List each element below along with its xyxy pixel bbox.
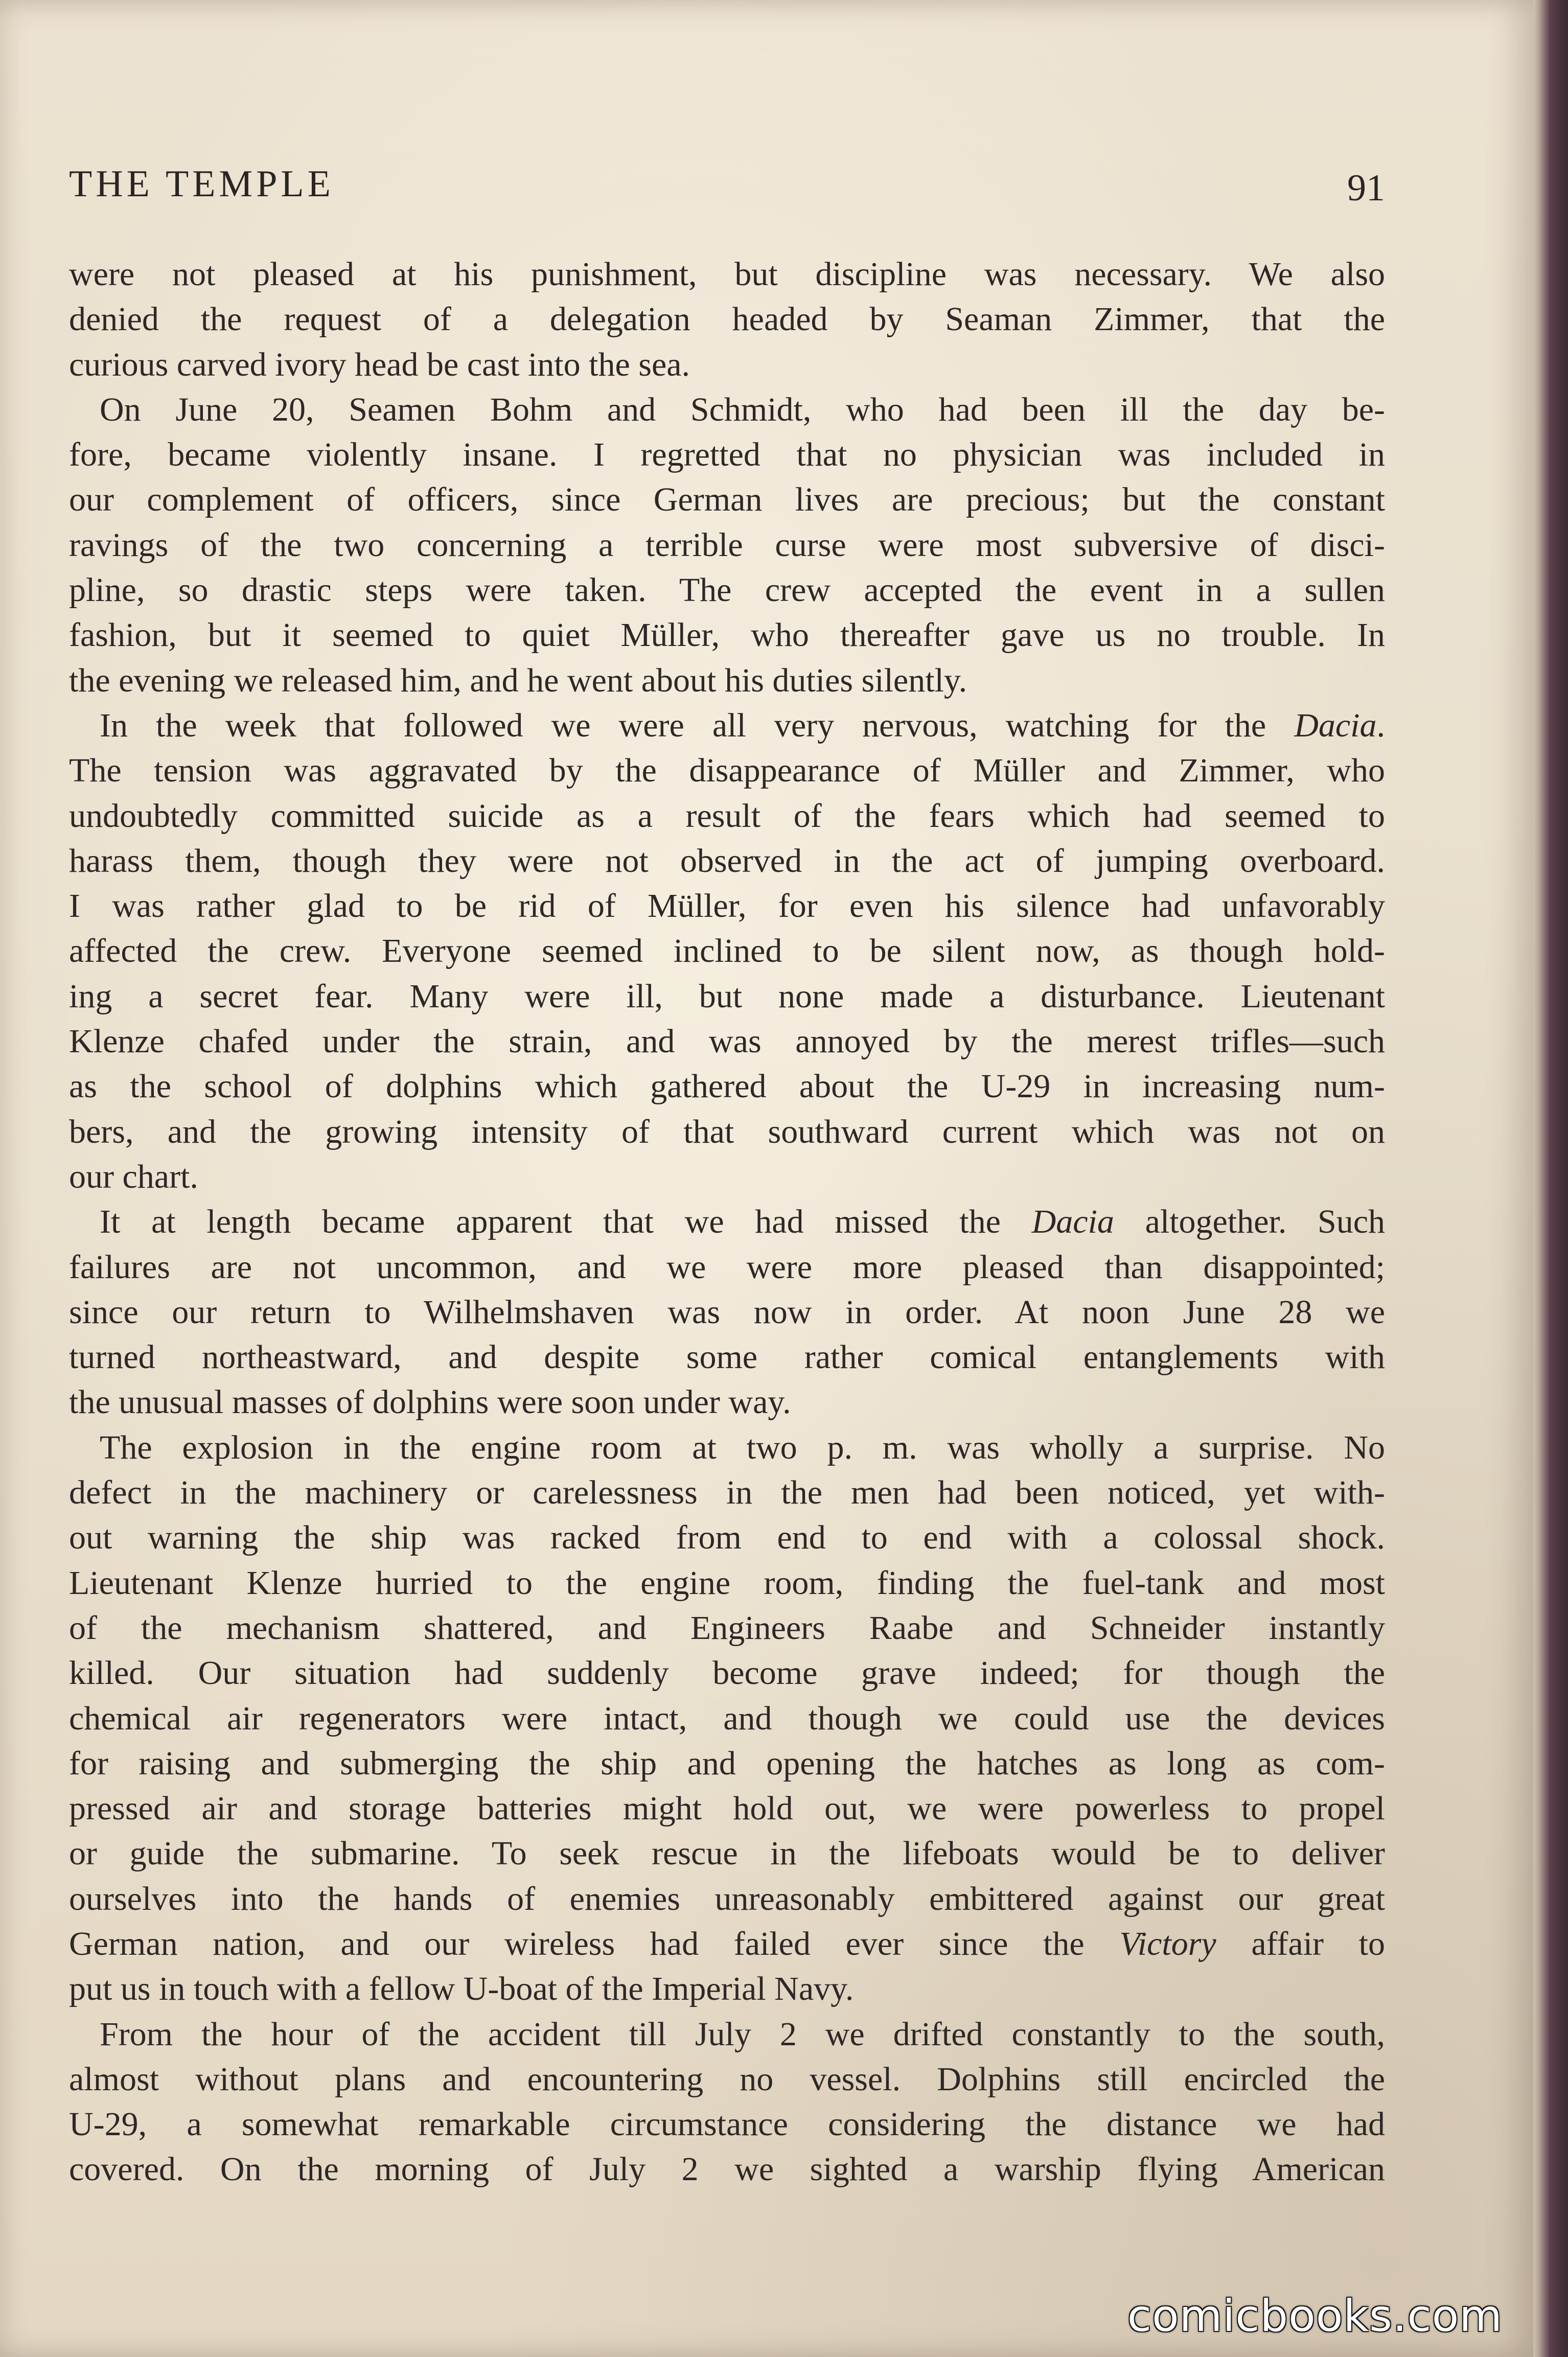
watermark-text: comicbooks.com [1127, 2291, 1503, 2342]
text-line: of the mechanism shattered, and Engineers Raabe and Schneider instantly [69, 1609, 1385, 1647]
text-line: ourselves into the hands of enemies unreasonably embittered against our great [69, 1880, 1385, 1917]
text-line: affected the crew. Everyone seemed inclined to be silent now, as though hold- [69, 932, 1385, 970]
text-line: The tension was aggravated by the disappearance of Müller and Zimmer, who [69, 752, 1385, 790]
text-line-segment: It at length became apparent that we had missed the [100, 1203, 1032, 1241]
text-line-segment: In the week that followed we were all very nervous, watching for the [100, 706, 1295, 744]
text-line: From the hour of the accident till July 2 we drifted constantly to the south, [100, 2015, 1385, 2053]
text-line: I was rather glad to be rid of Müller, for even his silence had unfavorably [69, 887, 1385, 925]
text-line: denied the request of a delegation headed by Seaman Zimmer, that the [69, 301, 1385, 338]
text-line-segment: affair to [1216, 1925, 1385, 1962]
text-line: failures are not uncommon, and we were more pleased than disappointed; [69, 1248, 1385, 1286]
text-line: harass them, though they were not observed in the act of jumping overboard. [69, 842, 1385, 880]
text-line: covered. On the morning of July 2 we sighted a warship flying American [69, 2151, 1385, 2188]
text-line [69, 1199, 1385, 1244]
text-line: The explosion in the engine room at two p. m. was wholly a surprise. No [100, 1428, 1385, 1466]
text-line: turned northeastward, and despite some rather comical entanglements with [69, 1338, 1385, 1376]
text-line: fore, became violently insane. I regretted that no physician was included in [69, 436, 1385, 474]
text-line: U-29, a somewhat remarkable circumstance considering the distance we had [69, 2106, 1385, 2143]
text-line: were not pleased at his punishment, but discipline was necessary. We also [69, 256, 1385, 293]
page-number: 91 [1347, 167, 1385, 209]
text-line: as the school of dolphins which gathered about the U-29 in increasing num- [69, 1068, 1385, 1105]
text-line: bers, and the growing intensity of that southward current which was not on [69, 1113, 1385, 1150]
text-line: defect in the machinery or carelessness in the men had been noticed, yet with- [69, 1474, 1385, 1512]
text-line: chemical air regenerators were intact, and though we could use the devices [69, 1699, 1385, 1737]
body-text [69, 252, 1385, 2192]
text-line: since our return to Wilhelmshaven was now in order. At noon June 28 we [69, 1293, 1385, 1331]
text-line-segment: altogether. Such [1114, 1203, 1385, 1241]
text-line: Lieutenant Klenze hurried to the engine room, finding the fuel-tank and most [69, 1564, 1385, 1602]
ship-name-dacia: Dacia [1294, 706, 1377, 744]
text-line: curious carved ivory head be cast into the sea. [69, 345, 690, 383]
text-line: our chart. [69, 1158, 198, 1195]
text-line-segment: German nation, and our wireless had failed ever since the [69, 1925, 1120, 1962]
text-line: pline, so drastic steps were taken. The crew accepted the event in a sullen [69, 571, 1385, 609]
text-line: ing a secret fear. Many were ill, but none made a disturbance. Lieutenant [69, 977, 1385, 1015]
text-line: put us in touch with a fellow U-boat of the Imperial Navy. [69, 1970, 854, 2008]
text-line: the evening we released him, and he went about his duties silently. [69, 661, 967, 699]
text-line: our complement of officers, since German lives are precious; but the constant [69, 481, 1385, 519]
book-spine-edge [1528, 0, 1568, 2357]
text-line: pressed air and storage batteries might hold out, we were powerless to propel [69, 1790, 1385, 1828]
ship-name-victory: Victory [1119, 1925, 1216, 1962]
running-head: THE TEMPLE [69, 163, 334, 205]
text-line [69, 1922, 1385, 1967]
text-line-segment: . [1376, 706, 1385, 744]
text-line: fashion, but it seemed to quiet Müller, who thereafter gave us no trouble. In [69, 616, 1385, 654]
text-line: or guide the submarine. To seek rescue in the lifeboats would be to deliver [69, 1835, 1385, 1873]
text-line: almost without plans and encountering no vessel. Dolphins still encircled the [69, 2060, 1385, 2098]
text-line: ravings of the two concerning a terrible curse were most subversive of disci- [69, 526, 1385, 564]
text-line: the unusual masses of dolphins were soon under way. [69, 1383, 791, 1421]
page-header [69, 156, 1385, 212]
text-line: Klenze chafed under the strain, and was annoyed by the merest trifles—such [69, 1023, 1385, 1060]
text-line: On June 20, Seamen Bohm and Schmidt, who had been ill the day be- [100, 390, 1385, 428]
text-line: out warning the ship was racked from end to end with a colossal shock. [69, 1519, 1385, 1557]
text-line: undoubtedly committed suicide as a result of the fears which had seemed to [69, 797, 1385, 835]
text-line: for raising and submerging the ship and opening the hatches as long as com- [69, 1744, 1385, 1782]
text-line [69, 703, 1385, 748]
text-line: killed. Our situation had suddenly become grave indeed; for though the [69, 1654, 1385, 1692]
ship-name-dacia: Dacia [1031, 1203, 1114, 1241]
